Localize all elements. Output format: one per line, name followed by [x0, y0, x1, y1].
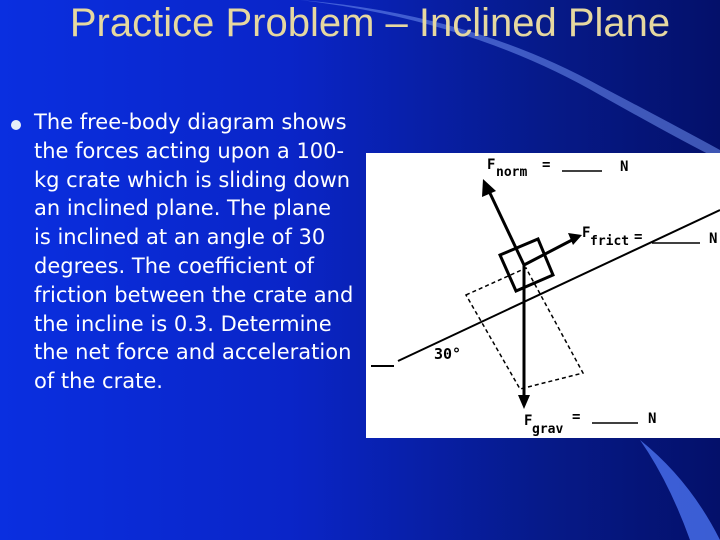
free-body-diagram — [366, 153, 720, 438]
bullet-icon — [11, 120, 21, 130]
fgrav-subscript: grav — [532, 422, 564, 437]
fgrav-symbol: F — [524, 413, 533, 429]
fnorm-equals: = — [542, 157, 551, 173]
fnorm-subscript: norm — [496, 165, 528, 180]
ffrict-equals: = — [634, 229, 643, 245]
fgrav-unit: N — [648, 411, 657, 427]
ffrict-arrowhead — [568, 233, 582, 245]
slide-title: Practice Problem – Inclined Plane — [69, 1, 671, 45]
slide-body-text: The free-body diagram shows the forces acting upon a 100-kg crate which is sliding down an inclined plane. The plane is inclined at an angle of 30 degrees. The coefficient of friction between the crate and the incline is 0.3. Determine the net force and acceleration of the crate. — [34, 110, 354, 394]
ffrict-unit: N — [709, 231, 718, 247]
fgrav-arrowhead — [518, 395, 530, 409]
fnorm-unit: N — [620, 159, 629, 175]
ffrict-subscript: frict — [590, 234, 630, 249]
angle-label: 30° — [434, 345, 462, 363]
incline-surface — [398, 210, 720, 361]
fnorm-symbol: F — [487, 157, 496, 173]
ffrict-symbol: F — [582, 225, 591, 241]
fgrav-equals: = — [572, 409, 581, 425]
